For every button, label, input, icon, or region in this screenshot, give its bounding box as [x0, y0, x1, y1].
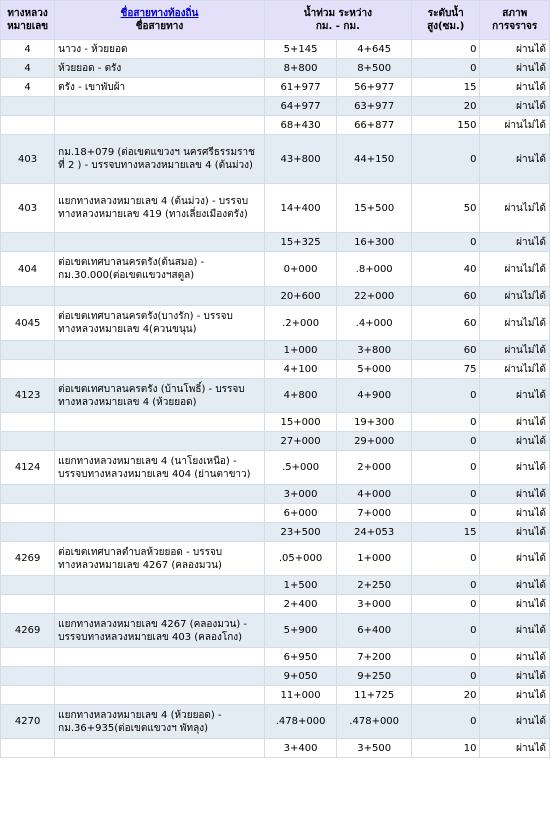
flood-from-km-cell: 4+800 [265, 379, 337, 412]
flood-to-km-cell: 3+500 [337, 739, 411, 757]
traffic-status-cell: ผ่านได้ [480, 485, 549, 503]
route-number-cell [1, 667, 54, 685]
water-level-cell: 0 [412, 705, 479, 738]
water-level-cell: 0 [412, 40, 479, 58]
route-name-cell [55, 667, 264, 685]
table-row [1, 116, 549, 134]
flood-to-km-cell: 29+000 [337, 432, 411, 450]
flood-to-km-cell: 5+000 [337, 360, 411, 378]
route-number-cell [1, 116, 54, 134]
flood-to-km-cell: 24+053 [337, 523, 411, 541]
route-number-cell: 4 [1, 78, 54, 96]
route-name-cell [55, 341, 264, 359]
route-name-cell [55, 360, 264, 378]
water-level-cell: 0 [412, 614, 479, 647]
water-level-cell: 50 [412, 184, 479, 232]
flood-to-km-cell: 15+500 [337, 184, 411, 232]
table-row [1, 341, 549, 359]
table-row [1, 413, 549, 431]
route-name-cell [55, 576, 264, 594]
traffic-status-cell: ผ่านได้ [480, 135, 549, 183]
flood-from-km-cell: 64+977 [265, 97, 337, 115]
flood-from-km-cell: 5+900 [265, 614, 337, 647]
flood-to-km-cell: 3+000 [337, 595, 411, 613]
water-level-cell: 0 [412, 485, 479, 503]
route-number-cell [1, 485, 54, 503]
flood-from-km-cell: 4+100 [265, 360, 337, 378]
header-traffic-status: สภาพ การจราจร [480, 1, 549, 39]
flood-to-km-cell: 19+300 [337, 413, 411, 431]
flood-from-km-cell: 68+430 [265, 116, 337, 134]
table-row [1, 542, 549, 575]
route-name-cell [55, 739, 264, 757]
traffic-status-cell: ผ่านได้ [480, 542, 549, 575]
flood-to-km-cell: 4+645 [337, 40, 411, 58]
traffic-status-cell: ผ่านได้ [480, 523, 549, 541]
route-name-cell: นาวง - ห้วยยอด [55, 40, 264, 58]
flood-to-km-cell: 22+000 [337, 287, 411, 305]
route-number-cell [1, 413, 54, 431]
route-name-cell: ห้วยยอด - ตรัง [55, 59, 264, 77]
traffic-status-cell: ผ่านได้ [480, 648, 549, 666]
traffic-status-cell: ผ่านได้ [480, 40, 549, 58]
water-level-cell: 0 [412, 135, 479, 183]
route-name-cell: ต่อเขตเทศบาลนครตรัง(ต้นสมอ) - กม.30.000(ต่อเขตแขวงฯสตูล) [55, 252, 264, 286]
route-name-cell: กม.18+079 (ต่อเขตแขวงฯ นครศรีธรรมราชที่ 2 ) - บรรจบทางหลวงหมายเลข 4 (ต้นม่วง) [55, 135, 264, 183]
flood-to-km-cell: .478+000 [337, 705, 411, 738]
route-number-cell [1, 523, 54, 541]
header-water-level: ระดับน้ำ สูง(ซม.) [412, 1, 479, 39]
flood-from-km-cell: 0+000 [265, 252, 337, 286]
water-level-cell: 0 [412, 413, 479, 431]
route-number-cell: 4 [1, 40, 54, 58]
flood-to-km-cell: .4+000 [337, 306, 411, 340]
traffic-status-cell: ผ่านไม่ได้ [480, 116, 549, 134]
flood-from-km-cell: 15+325 [265, 233, 337, 251]
table-row [1, 306, 549, 340]
flood-from-km-cell: .478+000 [265, 705, 337, 738]
local-route-name-link[interactable]: ชื่อสายทางท้องถิ่น [120, 8, 199, 19]
flood-to-km-cell: .8+000 [337, 252, 411, 286]
header-route-number: ทางหลวง หมายเลข [1, 1, 54, 39]
table-row [1, 432, 549, 450]
traffic-status-cell: ผ่านได้ [480, 667, 549, 685]
flood-to-km-cell: 2+000 [337, 451, 411, 484]
water-level-cell: 0 [412, 59, 479, 77]
route-name-cell: ต่อเขตเทศบาลนครตรัง(บางรัก) - บรรจบทางหลวงหมายเลข 4(ควนขนุน) [55, 306, 264, 340]
flood-from-km-cell: .05+000 [265, 542, 337, 575]
table-row [1, 523, 549, 541]
route-number-cell: 403 [1, 135, 54, 183]
flood-to-km-cell: 44+150 [337, 135, 411, 183]
water-level-cell: 20 [412, 686, 479, 704]
route-name-cell [55, 432, 264, 450]
flood-from-km-cell: .2+000 [265, 306, 337, 340]
table-row [1, 576, 549, 594]
traffic-status-cell: ผ่านได้ [480, 686, 549, 704]
flood-from-km-cell: 61+977 [265, 78, 337, 96]
route-name-cell [55, 413, 264, 431]
route-name-cell [55, 523, 264, 541]
water-level-cell: 60 [412, 341, 479, 359]
table-row [1, 379, 549, 412]
table-row [1, 739, 549, 757]
flood-from-km-cell: 23+500 [265, 523, 337, 541]
water-level-cell: 15 [412, 78, 479, 96]
water-level-cell: 10 [412, 739, 479, 757]
traffic-status-cell: ผ่านได้ [480, 705, 549, 738]
route-name-cell: ตรัง - เขาพับผ้า [55, 78, 264, 96]
route-name-cell [55, 595, 264, 613]
route-name-cell: แยกทางหลวงหมายเลข 4 (นาโยงเหนือ) - บรรจบทางหลวงหมายเลข 404 (ย่านตาขาว) [55, 451, 264, 484]
flood-from-km-cell: 9+050 [265, 667, 337, 685]
flood-to-km-cell: 63+977 [337, 97, 411, 115]
route-name-cell: แยกทางหลวงหมายเลข 4 (ต้นม่วง) - บรรจบทางหลวงหมายเลข 419 (ทางเลี่ยงเมืองตรัง) [55, 184, 264, 232]
water-level-cell: 0 [412, 379, 479, 412]
flood-from-km-cell: 6+000 [265, 504, 337, 522]
flood-from-km-cell: 27+000 [265, 432, 337, 450]
flood-to-km-cell: 2+250 [337, 576, 411, 594]
flood-from-km-cell: 3+400 [265, 739, 337, 757]
table-row [1, 135, 549, 183]
water-level-cell: 20 [412, 97, 479, 115]
table-row [1, 648, 549, 666]
traffic-status-cell: ผ่านไม่ได้ [480, 252, 549, 286]
route-number-cell [1, 360, 54, 378]
header-route-name: ชื่อสายทางท้องถิ่น ชื่อสายทาง [55, 1, 264, 39]
route-number-cell: 4124 [1, 451, 54, 484]
flood-from-km-cell: .5+000 [265, 451, 337, 484]
route-number-cell: 4 [1, 59, 54, 77]
table-row [1, 705, 549, 738]
flood-from-km-cell: 5+145 [265, 40, 337, 58]
flood-to-km-cell: 16+300 [337, 233, 411, 251]
table-row [1, 451, 549, 484]
route-number-cell [1, 341, 54, 359]
flood-from-km-cell: 8+800 [265, 59, 337, 77]
table-row [1, 667, 549, 685]
water-level-cell: 0 [412, 451, 479, 484]
route-number-cell [1, 97, 54, 115]
flood-to-km-cell: 6+400 [337, 614, 411, 647]
water-level-cell: 0 [412, 432, 479, 450]
water-level-cell: 60 [412, 287, 479, 305]
route-name-cell: แยกทางหลวงหมายเลข 4 (ห้วยยอด) - กม.36+935(ต่อเขตแขวงฯ พัทลุง) [55, 705, 264, 738]
water-level-cell: 40 [412, 252, 479, 286]
flood-from-km-cell: 3+000 [265, 485, 337, 503]
route-name-cell [55, 686, 264, 704]
traffic-status-cell: ผ่านได้ [480, 614, 549, 647]
flood-from-km-cell: 14+400 [265, 184, 337, 232]
flood-from-km-cell: 1+500 [265, 576, 337, 594]
flood-to-km-cell: 56+977 [337, 78, 411, 96]
flood-from-km-cell: 20+600 [265, 287, 337, 305]
flood-to-km-cell: 66+877 [337, 116, 411, 134]
route-number-cell [1, 595, 54, 613]
route-name-cell [55, 97, 264, 115]
table-row [1, 485, 549, 503]
traffic-status-cell: ผ่านได้ [480, 379, 549, 412]
route-name-cell [55, 648, 264, 666]
flood-to-km-cell: 9+250 [337, 667, 411, 685]
traffic-status-cell: ผ่านไม่ได้ [480, 184, 549, 232]
traffic-status-cell: ผ่านไม่ได้ [480, 287, 549, 305]
flood-from-km-cell: 43+800 [265, 135, 337, 183]
route-name-cell: แยกทางหลวงหมายเลข 4267 (คลองมวน) - บรรจบทางหลวงหมายเลข 403 (คลองโกง) [55, 614, 264, 647]
traffic-status-cell: ผ่านได้ [480, 413, 549, 431]
traffic-status-cell: ผ่านไม่ได้ [480, 360, 549, 378]
route-number-cell: 4269 [1, 614, 54, 647]
table-row [1, 233, 549, 251]
route-number-cell: 403 [1, 184, 54, 232]
table-row [1, 504, 549, 522]
table-row [1, 360, 549, 378]
flood-from-km-cell: 11+000 [265, 686, 337, 704]
water-level-cell: 150 [412, 116, 479, 134]
traffic-status-cell: ผ่านได้ [480, 432, 549, 450]
route-number-cell [1, 504, 54, 522]
traffic-status-cell: ผ่านได้ [480, 595, 549, 613]
route-number-cell [1, 686, 54, 704]
traffic-status-cell: ผ่านได้ [480, 739, 549, 757]
flood-to-km-cell: 1+000 [337, 542, 411, 575]
route-name-cell: ต่อเขตเทศบาลตำบลห้วยยอด - บรรจบทางหลวงหมายเลข 4267 (คลองมวน) [55, 542, 264, 575]
table-row [1, 287, 549, 305]
route-name-cell: ต่อเขตเทศบาลนครตรัง (บ้านโพธิ์) - บรรจบทางหลวงหมายเลข 4 (ห้วยยอด) [55, 379, 264, 412]
route-name-cell [55, 116, 264, 134]
traffic-status-cell: ผ่านได้ [480, 97, 549, 115]
flood-from-km-cell: 2+400 [265, 595, 337, 613]
route-number-cell [1, 648, 54, 666]
flood-from-km-cell: 1+000 [265, 341, 337, 359]
route-name-cell [55, 287, 264, 305]
route-number-cell: 4270 [1, 705, 54, 738]
water-level-cell: 15 [412, 523, 479, 541]
flood-to-km-cell: 11+725 [337, 686, 411, 704]
traffic-status-cell: ผ่านไม่ได้ [480, 306, 549, 340]
flood-to-km-cell: 4+900 [337, 379, 411, 412]
route-number-cell [1, 576, 54, 594]
water-level-cell: 0 [412, 667, 479, 685]
route-number-cell: 404 [1, 252, 54, 286]
route-name-cell [55, 233, 264, 251]
flood-from-km-cell: 6+950 [265, 648, 337, 666]
traffic-status-cell: ผ่านได้ [480, 78, 549, 96]
water-level-cell: 0 [412, 542, 479, 575]
traffic-status-cell: ผ่านได้ [480, 451, 549, 484]
table-row [1, 252, 549, 286]
table-row [1, 614, 549, 647]
water-level-cell: 0 [412, 576, 479, 594]
water-level-cell: 0 [412, 504, 479, 522]
traffic-status-cell: ผ่านไม่ได้ [480, 341, 549, 359]
water-level-cell: 0 [412, 233, 479, 251]
route-number-cell: 4269 [1, 542, 54, 575]
flood-to-km-cell: 7+000 [337, 504, 411, 522]
traffic-status-cell: ผ่านได้ [480, 59, 549, 77]
traffic-status-cell: ผ่านได้ [480, 576, 549, 594]
table-header-row [1, 1, 549, 39]
route-number-cell [1, 233, 54, 251]
table-row [1, 59, 549, 77]
flood-to-km-cell: 3+800 [337, 341, 411, 359]
table-row [1, 97, 549, 115]
table-row [1, 184, 549, 232]
water-level-cell: 60 [412, 306, 479, 340]
water-level-cell: 0 [412, 595, 479, 613]
traffic-status-cell: ผ่านได้ [480, 233, 549, 251]
flood-to-km-cell: 7+200 [337, 648, 411, 666]
header-flood-range: น้ำท่วม ระหว่าง กม. - กม. [265, 1, 411, 39]
route-name-cell [55, 504, 264, 522]
route-number-cell [1, 432, 54, 450]
table-row [1, 40, 549, 58]
flood-from-km-cell: 15+000 [265, 413, 337, 431]
route-number-cell: 4123 [1, 379, 54, 412]
water-level-cell: 75 [412, 360, 479, 378]
flood-to-km-cell: 4+000 [337, 485, 411, 503]
table-row [1, 78, 549, 96]
route-name-cell [55, 485, 264, 503]
table-row [1, 595, 549, 613]
route-number-cell [1, 287, 54, 305]
route-number-cell: 4045 [1, 306, 54, 340]
table-row [1, 686, 549, 704]
route-number-cell [1, 739, 54, 757]
traffic-status-cell: ผ่านได้ [480, 504, 549, 522]
flood-to-km-cell: 8+500 [337, 59, 411, 77]
water-level-cell: 0 [412, 648, 479, 666]
